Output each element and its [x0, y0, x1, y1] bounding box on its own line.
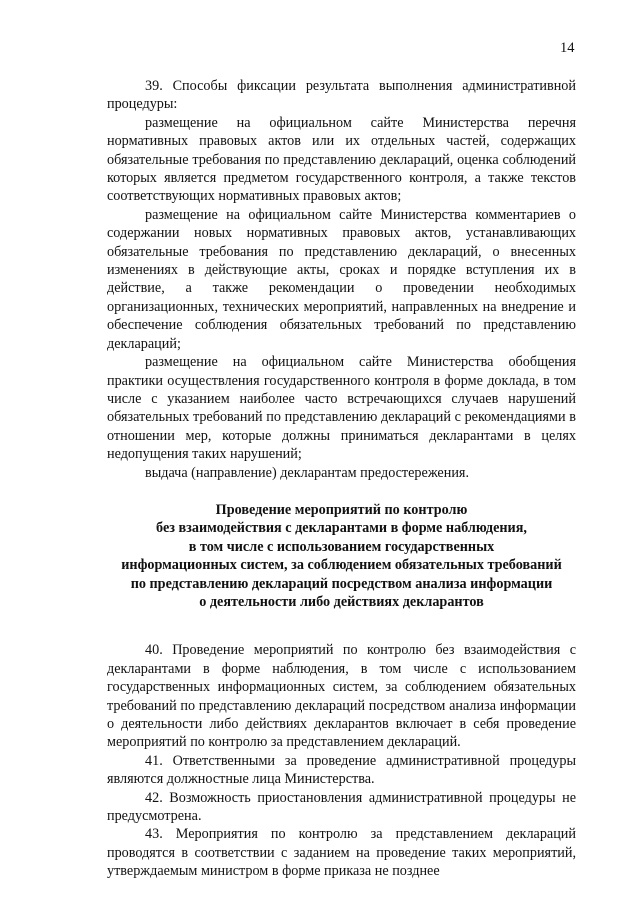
- section-heading-line: информационных систем, за соблюдением обязательных требований: [121, 557, 562, 574]
- section-heading-line: по представлению деклараций посредством анализа информации: [130, 575, 553, 592]
- paragraph-warning-issuance: выдача (направление) декларантам предостережения.: [145, 464, 469, 481]
- paragraph-placement-comments: размещение на официальном сайте Министерства комментариев о содержании новых нормативных правовых актов, устанавливающих обязательные требования по представлению деклараций, о внесенных изменениях в действующие акты, сроках и порядке вступления их в действие, а также рекомендации о проведении необходимых организационных, технических мероприятий, направленных на внедрение и обеспечение соблюдения обязательных требований по представлению деклараций;: [107, 206, 576, 352]
- section-heading-line: о деятельности либо действиях декларантов: [199, 593, 484, 610]
- paragraph-placement-normative-acts: размещение на официальном сайте Министерства перечня нормативных правовых актов или их отдельных частей, содержащих обязательные требования по представлению деклараций, оценка соблюдений которых является предметом государственного контроля, а также текстов соответствующих нормативных правовых актов;: [107, 114, 576, 205]
- document-body: [107, 77, 576, 881]
- section-heading-line: Проведение мероприятий по контролю: [215, 501, 468, 518]
- section-heading: [107, 501, 576, 641]
- paragraph-41: 41. Ответственными за проведение административной процедуры являются должностные лица Министерства.: [107, 752, 576, 788]
- paragraph-placement-practice-summary: размещение на официальном сайте Министерства обобщения практики осуществления государственного контроля в форме доклада, в том числе с указанием наиболее часто встречающихся случаев нарушений обязательных требований по представлению деклараций с рекомендациями в отношении мер, которые должны приниматься декларантами в целях недопущения таких нарушений;: [107, 354, 576, 463]
- paragraph-42: 42. Возможность приостановления административной процедуры не предусмотрена.: [107, 789, 576, 825]
- page-number: 14: [560, 40, 575, 56]
- paragraph-39: 39. Способы фиксации результата выполнения административной процедуры:: [107, 78, 576, 113]
- section-heading-line: в том числе с использованием государственных: [188, 538, 495, 555]
- paragraph-40: 40. Проведение мероприятий по контролю без взаимодействия с декларантами в форме наблюдения, в том числе с использованием государственных информационных систем, за соблюдением обязательных требований по представлению деклараций посредством анализа информации о деятельности либо действиях декларантов включает в себя проведение мероприятий по контролю за представлением деклараций.: [107, 642, 576, 751]
- paragraph-43: 43. Мероприятия по контролю за представлением деклараций проводятся в соответствии с заданием на проведение таких мероприятий, утверждаемым министром в форме приказа не позднее: [107, 826, 576, 880]
- section-heading-line: без взаимодействия с декларантами в форме наблюдения,: [156, 520, 527, 537]
